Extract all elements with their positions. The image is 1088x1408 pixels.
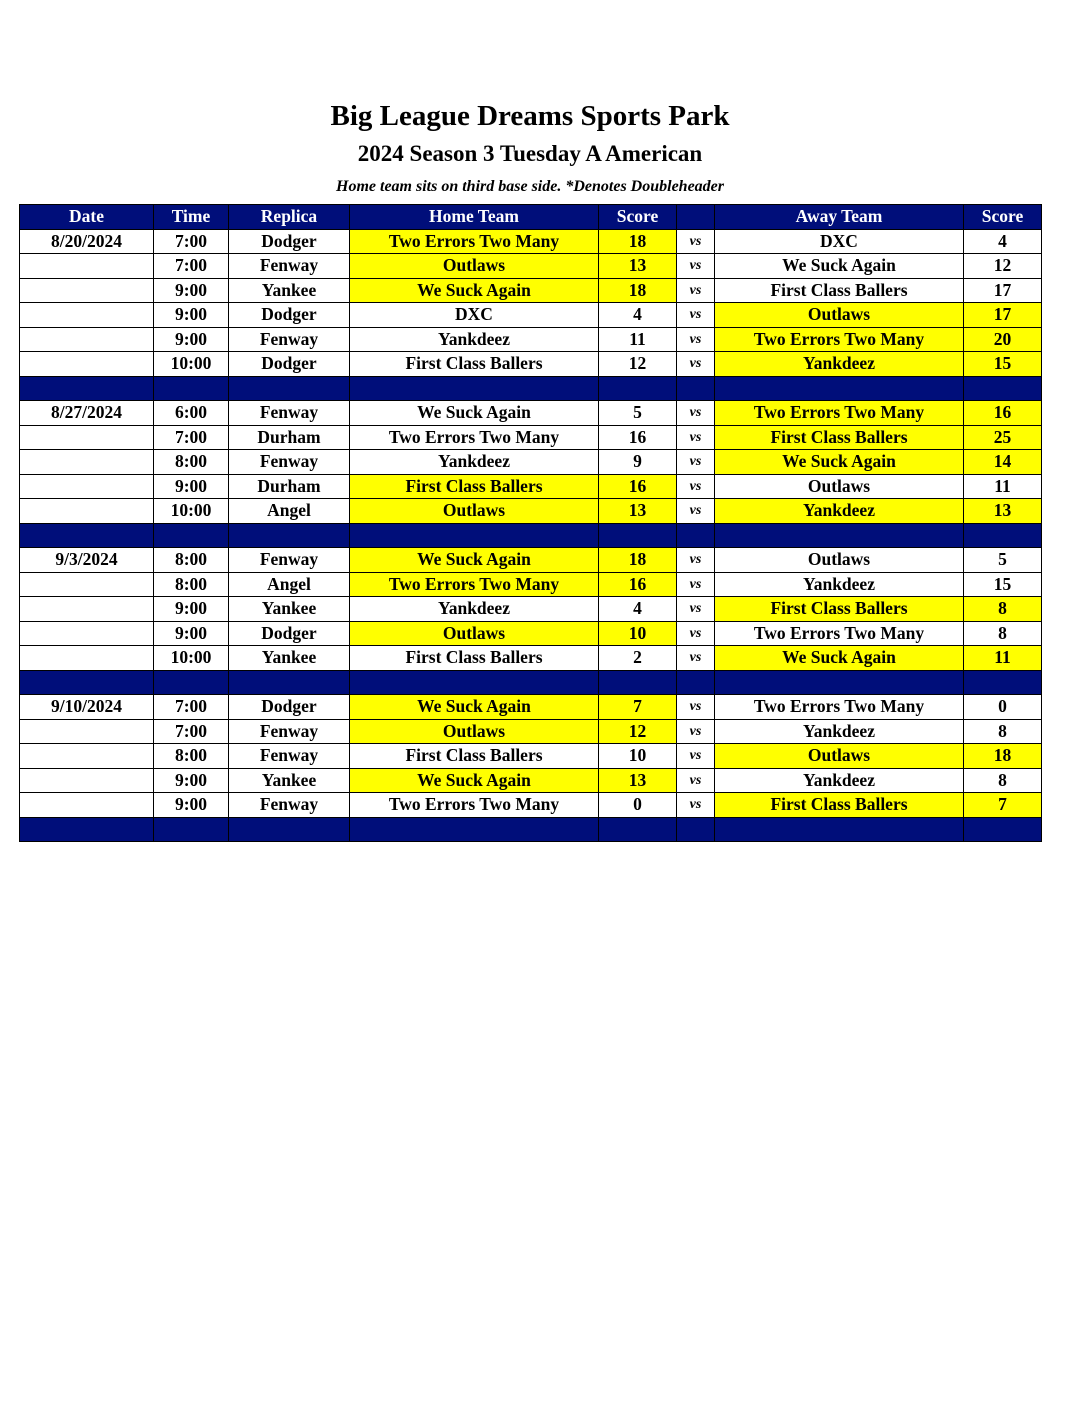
vs-label: vs [677,548,715,573]
away-team: We Suck Again [715,646,964,671]
schedule-note: Home team sits on third base side. *Denotes Doubleheader [336,178,724,195]
separator-cell [154,817,229,842]
home-team: Outlaws [350,719,599,744]
away-score: 16 [964,401,1042,426]
game-replica: Dodger [229,303,350,328]
game-replica: Fenway [229,327,350,352]
game-date [20,646,154,671]
separator-cell [350,670,599,695]
table-row [20,327,1042,352]
home-team: Outlaws [350,254,599,279]
vs-label: vs [677,597,715,622]
home-team: First Class Ballers [350,646,599,671]
away-score: 4 [964,229,1042,254]
home-score: 13 [599,499,677,524]
game-time: 10:00 [154,499,229,524]
table-row [20,572,1042,597]
home-team: We Suck Again [350,695,599,720]
home-team: DXC [350,303,599,328]
table-row [20,474,1042,499]
col-header-home-team: Home Team [350,205,599,230]
col-header-vs [677,205,715,230]
home-score: 5 [599,401,677,426]
schedule-body [20,229,1042,842]
vs-label: vs [677,646,715,671]
game-time: 8:00 [154,744,229,769]
game-time: 8:00 [154,548,229,573]
away-score: 15 [964,572,1042,597]
home-score: 12 [599,352,677,377]
home-team: Outlaws [350,499,599,524]
table-row [20,719,1042,744]
away-team: First Class Ballers [715,793,964,818]
game-replica: Fenway [229,254,350,279]
table-row [20,695,1042,720]
table-row [20,621,1042,646]
away-team: First Class Ballers [715,425,964,450]
table-row [20,548,1042,573]
home-team: Two Errors Two Many [350,793,599,818]
home-team: Yankdeez [350,597,599,622]
vs-label: vs [677,450,715,475]
separator-cell [20,817,154,842]
game-replica: Fenway [229,450,350,475]
separator-cell [154,670,229,695]
home-team: Yankdeez [350,327,599,352]
away-team: Yankdeez [715,768,964,793]
table-row [20,793,1042,818]
game-date: 8/27/2024 [20,401,154,426]
col-header-home-score: Score [599,205,677,230]
home-team: Two Errors Two Many [350,229,599,254]
away-team: First Class Ballers [715,597,964,622]
vs-label: vs [677,254,715,279]
away-team: Yankdeez [715,352,964,377]
home-team: First Class Ballers [350,352,599,377]
home-score: 4 [599,597,677,622]
game-replica: Dodger [229,695,350,720]
away-team: Outlaws [715,474,964,499]
home-team: First Class Ballers [350,474,599,499]
separator-cell [154,523,229,548]
game-time: 7:00 [154,695,229,720]
away-team: Two Errors Two Many [715,695,964,720]
game-date: 8/20/2024 [20,229,154,254]
game-time: 7:00 [154,719,229,744]
page-title: Big League Dreams Sports Park [330,100,730,132]
vs-label: vs [677,768,715,793]
away-team: Yankdeez [715,719,964,744]
separator-cell [229,670,350,695]
game-date [20,499,154,524]
away-team: DXC [715,229,964,254]
away-score: 8 [964,621,1042,646]
table-row [20,768,1042,793]
col-header-replica: Replica [229,205,350,230]
away-team: Outlaws [715,744,964,769]
game-date [20,474,154,499]
separator-cell [229,376,350,401]
separator-cell [715,670,964,695]
game-date [20,327,154,352]
game-replica: Fenway [229,793,350,818]
vs-label: vs [677,278,715,303]
separator-cell [677,670,715,695]
game-time: 10:00 [154,646,229,671]
game-date [20,719,154,744]
away-score: 17 [964,303,1042,328]
separator-cell [599,376,677,401]
week-separator-row [20,817,1042,842]
away-score: 0 [964,695,1042,720]
vs-label: vs [677,744,715,769]
game-time: 10:00 [154,352,229,377]
separator-cell [677,523,715,548]
game-date: 9/3/2024 [20,548,154,573]
game-replica: Fenway [229,548,350,573]
away-score: 11 [964,474,1042,499]
home-score: 11 [599,327,677,352]
away-score: 8 [964,768,1042,793]
table-row [20,278,1042,303]
away-score: 18 [964,744,1042,769]
separator-cell [229,817,350,842]
separator-cell [964,817,1042,842]
game-time: 9:00 [154,303,229,328]
vs-label: vs [677,327,715,352]
separator-cell [599,670,677,695]
home-score: 16 [599,572,677,597]
separator-cell [20,523,154,548]
away-score: 12 [964,254,1042,279]
separator-cell [599,817,677,842]
game-time: 8:00 [154,450,229,475]
table-row [20,450,1042,475]
game-replica: Durham [229,425,350,450]
vs-label: vs [677,352,715,377]
game-replica: Fenway [229,744,350,769]
away-team: Two Errors Two Many [715,621,964,646]
game-date [20,254,154,279]
home-team: Outlaws [350,621,599,646]
game-date [20,450,154,475]
away-team: Two Errors Two Many [715,401,964,426]
home-score: 10 [599,621,677,646]
game-date [20,352,154,377]
vs-label: vs [677,425,715,450]
game-time: 9:00 [154,597,229,622]
game-time: 7:00 [154,229,229,254]
separator-cell [599,523,677,548]
schedule-table [19,204,1042,842]
home-team: We Suck Again [350,548,599,573]
away-score: 8 [964,597,1042,622]
away-score: 14 [964,450,1042,475]
game-replica: Dodger [229,352,350,377]
table-row [20,646,1042,671]
game-time: 9:00 [154,278,229,303]
home-team: First Class Ballers [350,744,599,769]
game-replica: Angel [229,572,350,597]
separator-cell [350,523,599,548]
game-date [20,303,154,328]
separator-cell [715,523,964,548]
game-date [20,793,154,818]
home-team: Yankdeez [350,450,599,475]
away-team: First Class Ballers [715,278,964,303]
week-separator-row [20,523,1042,548]
page-subtitle: 2024 Season 3 Tuesday A American [357,141,703,166]
away-score: 13 [964,499,1042,524]
away-team: We Suck Again [715,450,964,475]
game-replica: Dodger [229,621,350,646]
away-score: 17 [964,278,1042,303]
home-score: 12 [599,719,677,744]
separator-cell [350,376,599,401]
separator-cell [350,817,599,842]
col-header-time: Time [154,205,229,230]
game-time: 6:00 [154,401,229,426]
home-team: Two Errors Two Many [350,572,599,597]
away-score: 5 [964,548,1042,573]
home-score: 18 [599,229,677,254]
game-replica: Durham [229,474,350,499]
game-replica: Dodger [229,229,350,254]
home-team: We Suck Again [350,401,599,426]
vs-label: vs [677,474,715,499]
home-score: 18 [599,278,677,303]
away-team: Yankdeez [715,499,964,524]
home-score: 4 [599,303,677,328]
vs-label: vs [677,303,715,328]
game-time: 8:00 [154,572,229,597]
vs-label: vs [677,572,715,597]
vs-label: vs [677,695,715,720]
separator-cell [964,670,1042,695]
game-date [20,597,154,622]
game-date [20,572,154,597]
game-replica: Yankee [229,768,350,793]
home-team: We Suck Again [350,768,599,793]
separator-cell [229,523,350,548]
game-time: 9:00 [154,621,229,646]
home-team: Two Errors Two Many [350,425,599,450]
table-header-row [20,205,1042,230]
away-team: Outlaws [715,303,964,328]
game-replica: Yankee [229,278,350,303]
game-replica: Angel [229,499,350,524]
table-row [20,352,1042,377]
separator-cell [964,376,1042,401]
separator-cell [964,523,1042,548]
away-team: Two Errors Two Many [715,327,964,352]
home-score: 2 [599,646,677,671]
away-score: 11 [964,646,1042,671]
home-score: 10 [599,744,677,769]
table-row [20,303,1042,328]
vs-label: vs [677,499,715,524]
game-replica: Fenway [229,719,350,744]
week-separator-row [20,376,1042,401]
game-date [20,278,154,303]
home-score: 18 [599,548,677,573]
game-date [20,768,154,793]
away-score: 8 [964,719,1042,744]
home-score: 13 [599,768,677,793]
separator-cell [715,817,964,842]
vs-label: vs [677,621,715,646]
table-row [20,499,1042,524]
table-row [20,425,1042,450]
game-time: 9:00 [154,327,229,352]
away-score: 25 [964,425,1042,450]
game-time: 9:00 [154,768,229,793]
home-score: 16 [599,425,677,450]
game-replica: Yankee [229,646,350,671]
game-time: 7:00 [154,254,229,279]
away-score: 15 [964,352,1042,377]
separator-cell [20,376,154,401]
away-team: We Suck Again [715,254,964,279]
game-time: 9:00 [154,474,229,499]
separator-cell [677,817,715,842]
separator-cell [677,376,715,401]
game-date [20,621,154,646]
away-team: Yankdeez [715,572,964,597]
vs-label: vs [677,401,715,426]
table-row [20,744,1042,769]
home-score: 9 [599,450,677,475]
vs-label: vs [677,793,715,818]
table-row [20,254,1042,279]
away-score: 20 [964,327,1042,352]
table-row [20,401,1042,426]
separator-cell [154,376,229,401]
col-header-date: Date [20,205,154,230]
table-row [20,229,1042,254]
home-score: 0 [599,793,677,818]
home-score: 16 [599,474,677,499]
home-score: 13 [599,254,677,279]
away-score: 7 [964,793,1042,818]
separator-cell [20,670,154,695]
home-score: 7 [599,695,677,720]
vs-label: vs [677,229,715,254]
game-time: 9:00 [154,793,229,818]
game-date [20,744,154,769]
game-replica: Fenway [229,401,350,426]
col-header-away-score: Score [964,205,1042,230]
col-header-away-team: Away Team [715,205,964,230]
vs-label: vs [677,719,715,744]
game-replica: Yankee [229,597,350,622]
away-team: Outlaws [715,548,964,573]
week-separator-row [20,670,1042,695]
game-date: 9/10/2024 [20,695,154,720]
game-date [20,425,154,450]
table-row [20,597,1042,622]
separator-cell [715,376,964,401]
game-time: 7:00 [154,425,229,450]
home-team: We Suck Again [350,278,599,303]
